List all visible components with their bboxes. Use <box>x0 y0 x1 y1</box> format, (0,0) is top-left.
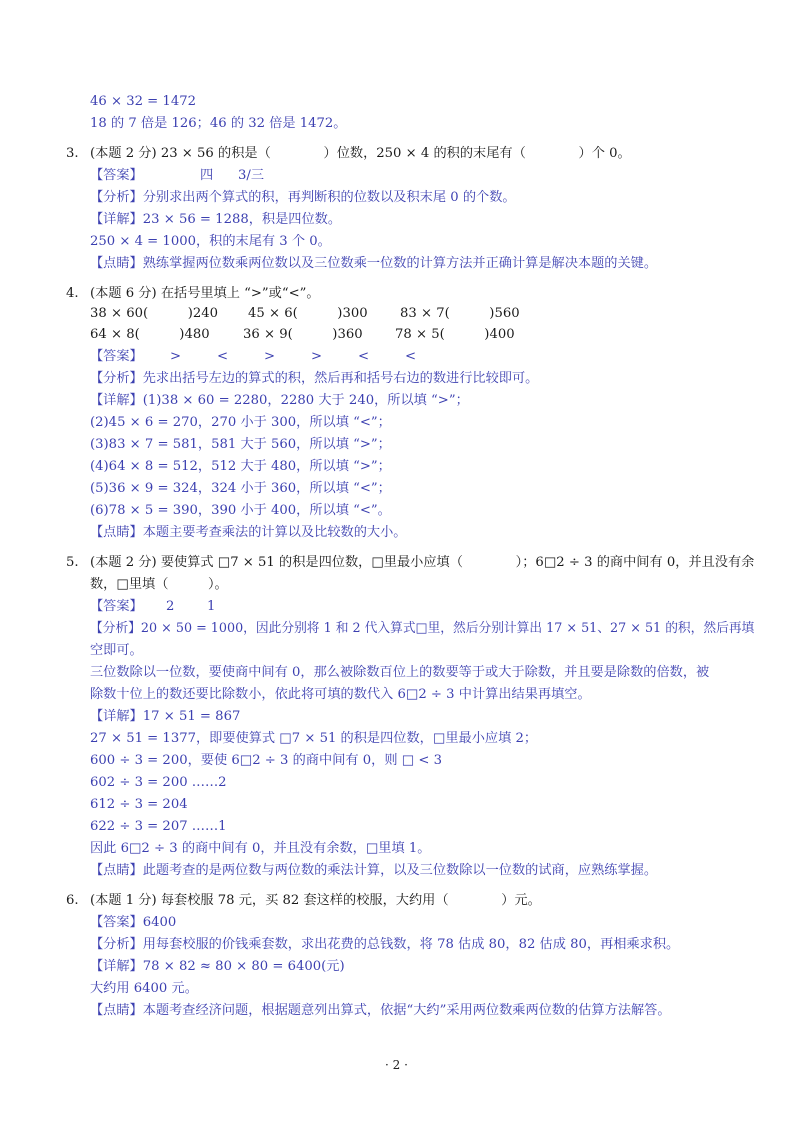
q5-comment: 【点睛】此题考查的是两位数与两位数的乘法计算，以及三位数除以一位数的试商，应熟练掌握。 <box>90 863 658 878</box>
q4-answer-3: > <box>264 349 276 364</box>
q6-analysis: 【分析】用每套校服的价钱乘套数，求出花费的总钱数，将 78 估成 80，82 估成 80，再相乘求积。 <box>90 937 680 952</box>
q5-analysis-4: 除数十位上的数还要比除数小，依此将可填的数代入 6□2 ÷ 3 中计算出结果再填空。 <box>90 687 591 702</box>
q4-detail-5: (5)36 × 9 = 324，324 小于 360，所以填 “<”； <box>90 481 391 496</box>
q5-detail-4: 602 ÷ 3 = 200 ……2 <box>90 775 227 790</box>
q4-item-6: 78 × 5( )400 <box>395 327 515 342</box>
q4-detail-4: (4)64 × 8 = 512，512 大于 480，所以填 “>”； <box>90 459 391 474</box>
q6-number: 6. <box>66 893 79 908</box>
q4-answer-6: < <box>405 349 417 364</box>
q3-answer-1: 四 <box>200 168 214 183</box>
q5-analysis-3: 三位数除以一位数，要使商中间有 0，那么被除数百位上的数要等于或大于除数，并且要是除数的倍数，被 <box>90 665 710 680</box>
q3-comment: 【点睛】熟练掌握两位数乘两位数以及三位数乘一位数的计算方法并正确计算是解决本题的关键。 <box>90 256 658 271</box>
q5-answer-2: 1 <box>207 599 216 614</box>
q4-item-4: 64 × 8( )480 <box>90 327 210 342</box>
q5-detail-5: 612 ÷ 3 = 204 <box>90 797 188 812</box>
q5-stem-1: (本题 2 分) 要使算式 □7 × 51 的积是四位数，□里最小应填（ ）；6□2 ÷ 3 的商中间有 0，并且没有余 <box>90 555 755 570</box>
q5-detail-1: 【详解】17 × 51 = 867 <box>90 709 241 724</box>
q3-detail-1: 【详解】23 × 56 = 1288，积是四位数。 <box>90 212 342 227</box>
q4-answer-2: < <box>217 349 229 364</box>
q5-number: 5. <box>66 555 79 570</box>
q4-answer-4: > <box>311 349 323 364</box>
q6-detail-1: 【详解】78 × 82 ≈ 80 × 80 = 6400(元) <box>90 959 345 974</box>
q5-detail-2: 27 × 51 = 1377，即要使算式 □7 × 51 的积是四位数，□里最小应填 2； <box>90 731 538 746</box>
intro-summary: 18 的 7 倍是 126；46 的 32 倍是 1472。 <box>90 116 347 131</box>
q4-item-2: 45 × 6( )300 <box>248 306 368 321</box>
q4-detail-2: (2)45 × 6 = 270，270 小于 300，所以填 “<”； <box>90 415 391 430</box>
q3-stem: (本题 2 分) 23 × 56 的积是（ ）位数，250 × 4 的积的末尾有（ ）个 0。 <box>90 146 631 161</box>
q3-answer-2: 3/三 <box>238 168 265 183</box>
q5-analysis-2: 空即可。 <box>90 643 143 658</box>
q5-detail-6: 622 ÷ 3 = 207 ……1 <box>90 819 227 834</box>
q4-answer-tag: 【答案】 <box>90 349 143 364</box>
q5-detail-7: 因此 6□2 ÷ 3 的商中间有 0，并且没有余数，□里填 1。 <box>90 841 431 856</box>
q4-detail-6: (6)78 × 5 = 390，390 小于 400，所以填 “<”。 <box>90 503 391 518</box>
q5-analysis-1: 【分析】20 × 50 = 1000，因此分别将 1 和 2 代入算式□里，然后分别计算出 17 × 51、27 × 51 的积，然后再填 <box>90 621 755 636</box>
q3-number: 3. <box>66 146 79 161</box>
q4-item-1: 38 × 60( )240 <box>90 306 219 321</box>
q4-comment: 【点睛】本题主要考查乘法的计算以及比较数的大小。 <box>90 525 407 540</box>
q4-answer-1: > <box>170 349 182 364</box>
q3-answer-tag: 【答案】 <box>90 168 143 183</box>
page-number: · 2 · <box>385 1058 408 1072</box>
q5-stem-2: 数，□里填（ ）。 <box>90 577 228 592</box>
q6-detail-2: 大约用 6400 元。 <box>90 981 198 996</box>
q5-answer-tag: 【答案】 <box>90 599 143 614</box>
q6-answer: 【答案】6400 <box>90 915 177 930</box>
q5-detail-3: 600 ÷ 3 = 200，要使 6□2 ÷ 3 的商中间有 0，则 □ < 3 <box>90 753 442 768</box>
q4-detail-3: (3)83 × 7 = 581，581 大于 560，所以填 “>”； <box>90 437 391 452</box>
q4-number: 4. <box>66 286 79 301</box>
q4-answer-5: < <box>358 349 370 364</box>
q4-item-3: 83 × 7( )560 <box>400 306 520 321</box>
intro-calc: 46 × 32 = 1472 <box>90 94 196 109</box>
q4-analysis: 【分析】先求出括号左边的算式的积，然后再和括号右边的数进行比较即可。 <box>90 371 539 386</box>
q3-detail-2: 250 × 4 = 1000，积的末尾有 3 个 0。 <box>90 234 331 249</box>
q6-comment: 【点睛】本题考查经济问题，根据题意列出算式，依据“大约”采用两位数乘两位数的估算方法解答。 <box>90 1003 671 1018</box>
q4-detail-1: 【详解】(1)38 × 60 = 2280，2280 大于 240，所以填 “>”； <box>90 393 469 408</box>
q4-stem: (本题 6 分) 在括号里填上 “>”或“<”。 <box>90 286 320 301</box>
q5-answer-1: 2 <box>166 599 175 614</box>
q4-item-5: 36 × 9( )360 <box>243 327 363 342</box>
q6-stem: (本题 1 分) 每套校服 78 元，买 82 套这样的校服，大约用（ ）元。 <box>90 893 541 908</box>
q3-analysis: 【分析】分别求出两个算式的积，再判断积的位数以及积末尾 0 的个数。 <box>90 190 516 205</box>
